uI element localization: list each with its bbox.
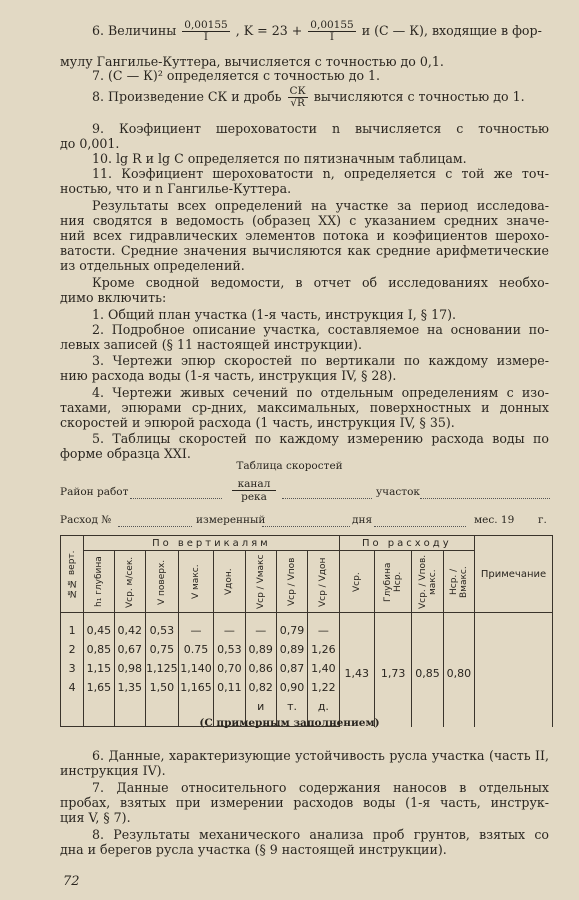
report-item: левых записей (§ 11 настоящей инструкции). — [60, 337, 362, 352]
report-item: 3. Чертежи эпюр скоростей по вертикали по каждому измере- — [92, 353, 549, 368]
table-row: и т. д. — [61, 697, 553, 727]
col-header: V макс. — [178, 551, 213, 613]
report-item: тахами, эпюрами ср-дних, максимальных, поверхностных и донных — [60, 400, 549, 415]
report-line: Кроме сводной ведомости, в отчет об исследованиях необхо- — [92, 275, 549, 290]
canal-river: канал река — [232, 478, 276, 503]
measured-dots — [262, 526, 350, 527]
item11-line2: ностью, что и n Гангилье-Куттера. — [60, 181, 292, 196]
item11-line1: 11. Коэфициент шероховатости n, определяется с той же точ- — [92, 166, 549, 181]
item9-line2: до 0,001. — [60, 136, 120, 151]
col-header: Глубина Hср. — [374, 551, 411, 613]
item7: 7. (С — К)² определяется с точностью до 1. — [92, 68, 381, 83]
bottom-item: 6. Данные, характеризующие устойчивость русла участка (часть II, — [92, 748, 549, 763]
col-header: Vср. / Vпов. макс. — [412, 551, 443, 613]
col-header: Vср / Vпов — [276, 551, 307, 613]
col-num-vert: №№ верт. — [61, 536, 84, 613]
discharge-label: Расход № — [60, 514, 112, 526]
report-item: 1. Общий план участка (1-я часть, инструкция I, § 17). — [92, 307, 457, 322]
bottom-item: пробах, взятых при измерении расходов воды (1-я часть, инструк- — [60, 795, 549, 810]
results-line: ний всех гидравлических элементов потока и коэфициентов шерохо- — [60, 228, 549, 243]
year-suffix: г. — [538, 514, 547, 526]
item6-suffix: и (С — К), входящие в фор- — [361, 23, 542, 38]
report-line: димо включить: — [60, 290, 167, 305]
page-number: 72 — [63, 874, 80, 889]
item6-prefix: 6. Величины — [92, 23, 177, 38]
bottom-item: 7. Данные относительного содержания наносов в отдельных — [92, 780, 549, 795]
fraction-2: $\frac{0,00155}{I}$ — [310, 19, 354, 43]
velocity-table — [60, 535, 553, 727]
results-line: из отдельных определений. — [60, 258, 245, 273]
measured-label: измеренный — [196, 514, 266, 526]
item9-line1: 9. Коэфициент шероховатости n вычисляется с точностью — [92, 121, 549, 136]
table-caption: (С примерным заполнением) — [199, 717, 380, 729]
notes-cell — [475, 613, 553, 727]
section-dots — [420, 498, 550, 499]
col-header: Hср. / Bмакс. — [443, 551, 474, 613]
report-item: форме образца XXI. — [60, 446, 191, 461]
discharge-dots — [118, 526, 192, 527]
table-row: 2 0,85 0,67 0,75 0.75 0,53 0,89 0,89 1,26 — [61, 640, 553, 659]
report-item: нию расхода воды (1-я часть, инструкция IV, § 28). — [60, 368, 397, 383]
item6-mid: , K = 23 + — [235, 23, 303, 38]
fraction-3: $\frac{СК}{√R}$ — [289, 85, 306, 109]
month-label: мес. 19 — [474, 514, 515, 526]
district-label: Район работ — [60, 486, 129, 498]
river-dots — [282, 498, 372, 499]
bottom-item: инструкция IV). — [60, 763, 166, 778]
bottom-item: 8. Результаты механического анализа проб грунтов, взятых со — [92, 827, 549, 842]
bottom-item: ция V, § 7). — [60, 810, 131, 825]
item10: 10. lg R и lg C определяется по пятизначным таблицам. — [92, 151, 467, 166]
results-line: Результаты всех определений на участке за период исследова- — [92, 198, 549, 213]
report-item: 4. Чертежи живых сечений по отдельным определениям с изо- — [92, 385, 549, 400]
report-item: скоростей и эпюрой расхода (1 часть, инструкция IV, § 35). — [60, 415, 455, 430]
day-label: дня — [352, 514, 373, 526]
day-dots — [374, 526, 466, 527]
report-item: 2. Подробное описание участка, составляемое на основании по- — [92, 322, 549, 337]
table-row: 3 1,15 0,98 1,125 1,140 0,70 0,86 0,87 1,40 — [61, 659, 553, 678]
table-title: Таблица скоростей — [236, 460, 343, 472]
item8: 8. Произведение СК и дробь $\frac{СК}{√R}$ вычисляются с точностью до 1. — [92, 85, 525, 109]
col-header: V поверх. — [145, 551, 178, 613]
discharge-ratio1: 0,85 — [412, 613, 443, 727]
table-row: 1 0,45 0,42 0,53 — — — 0,79 — 1,43 1,73 0,85 0,80 — [61, 613, 553, 641]
results-line: ния сводятся в ведомость (образец XX) с указанием средних значе- — [60, 213, 549, 228]
results-line: ватости. Средние значения вычисляются как средние арифметические — [60, 243, 549, 258]
col-header: Vср / Vдон — [308, 551, 339, 613]
col-header: h₁ глубина — [84, 551, 114, 613]
group-by-discharge: По расходу — [339, 536, 474, 551]
discharge-ratio2: 0,80 — [443, 613, 474, 727]
col-header: Vдон. — [214, 551, 245, 613]
discharge-hsr: 1,73 — [374, 613, 411, 727]
discharge-vsr: 1,43 — [339, 613, 374, 727]
item6-line1 — [92, 20, 549, 43]
col-header: Vср / Vмакс — [245, 551, 276, 613]
col-notes: Примечание — [475, 536, 553, 613]
district-dots — [130, 498, 222, 499]
table-row: 4 1,65 1,35 1,50 1,165 0,11 0,82 0,90 1,22 — [61, 678, 553, 697]
report-item: 5. Таблицы скоростей по каждому измерению расхода воды по — [92, 431, 549, 446]
group-by-verticals: По вертикалям — [84, 536, 339, 551]
bottom-item: дна и берегов русла участка (§ 9 настоящей инструкции). — [60, 842, 447, 857]
col-header: Vср. — [339, 551, 374, 613]
item6-line2: мулу Гангилье-Куттера, вычисляется с точностью до 0,1. — [60, 54, 444, 69]
fraction-1: $\frac{0,00155}{I}$ — [184, 19, 228, 43]
section-label: участок — [376, 486, 420, 498]
col-header: Vср. м/сек. — [114, 551, 145, 613]
